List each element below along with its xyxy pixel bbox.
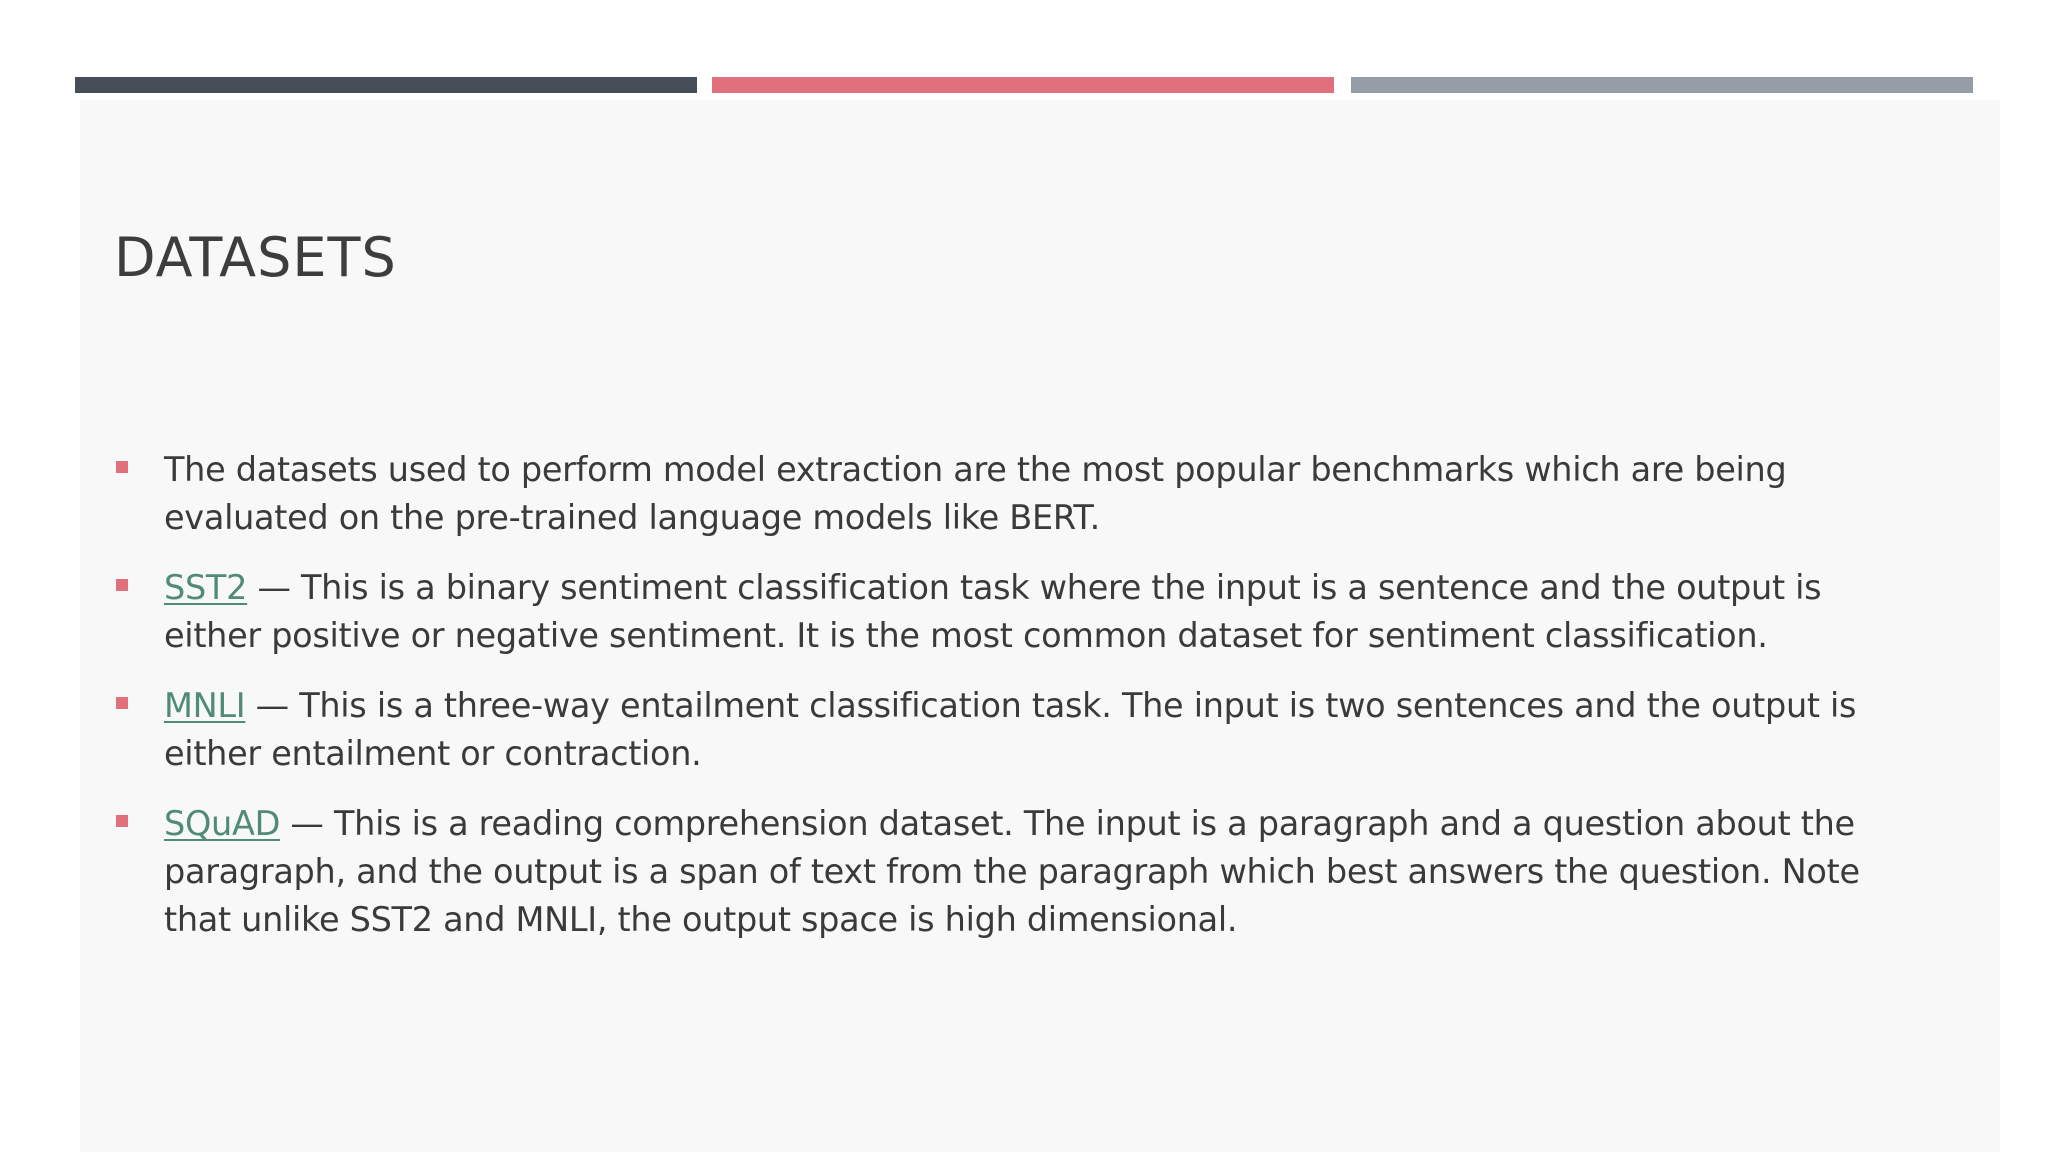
square-bullet-icon [116,815,128,827]
bullet-text: — This is a reading comprehension dataset. The input is a paragraph and a question about the paragraph, and the output is a span of text from the paragraph which best answers the question. Note that unlike SST2 and MNLI, the output space is high dimensional. [164,804,1860,939]
slide-title: DATASETS [114,226,397,289]
top-bar-accent [712,77,1334,93]
top-bar-dark [75,77,697,93]
bullet-text: The datasets used to perform model extraction are the most popular benchmarks which are being evaluated on the pre-trained language models like BERT. [164,450,1787,537]
sst2-link[interactable]: SST2 [164,568,248,607]
square-bullet-icon [116,579,128,591]
bullet-text: — This is a binary sentiment classification task where the input is a sentence and the output is either positive or negative sentiment. It is the most common dataset for sentiment classification. [164,568,1822,655]
bullet-item-intro [114,446,1914,542]
decorative-top-bars [75,77,1973,93]
mnli-link[interactable]: MNLI [164,686,246,725]
squad-link[interactable]: SQuAD [164,804,281,843]
bullet-item-mnli [114,682,1914,778]
square-bullet-icon [116,697,128,709]
square-bullet-icon [116,461,128,473]
bullet-list [114,446,1914,966]
top-bar-gray [1351,77,1973,93]
bullet-text: — This is a three-way entailment classification task. The input is two sentences and the output is either entailment or contraction. [164,686,1857,773]
bullet-item-sst2 [114,564,1914,660]
bullet-item-squad [114,800,1914,944]
